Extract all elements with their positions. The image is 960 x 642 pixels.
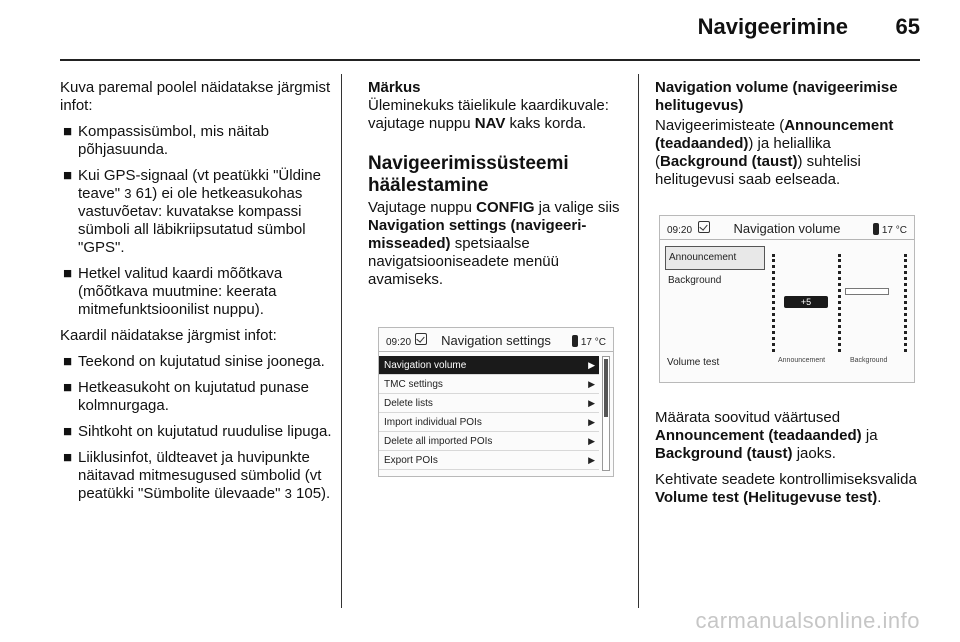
note-end: kaks korda. (509, 115, 587, 132)
list-item: ■ Liiklusinfot, üldteavet ja huvipunkte näitavad mitmesugused sümbolid (vt peatükki "Sümbolite ülevaade" 3 105). (63, 449, 331, 502)
screen-temperature: 17 °C (572, 334, 606, 352)
intro-paragraph-2: Kaardil näidatakse järgmist infot: (60, 327, 277, 344)
thermometer-icon (572, 335, 578, 347)
column-2: Märkus Üleminekuks täielikule kaardikuvale: vajutage nuppu NAV kaks korda. Navigeerimissüsteemi häälestamine Vajutage nuppu CONFIG ja valige siis Navigation settings (navigeeri-misseaded) spetsiaalse navigatsiooniseadete menüü avamiseks. 09:20 Navigation settings 17 °C Navigation volume ▶ TMC settings ▶ Delete lists ▶ Import individual POIs ▶ Delete all imported POIs ▶ Export POIs ▶ (368, 79, 620, 497)
option-announcement[interactable]: Announcement (665, 246, 765, 270)
chevron-right-icon: ▶ (588, 455, 595, 465)
scrollbar-thumb[interactable] (604, 359, 608, 417)
watermark: carmanualsonline.info (695, 608, 920, 633)
option-background[interactable]: Background (668, 275, 722, 286)
list-item: ■ Kompassisümbol, mis näitab põhjasuunda. (63, 123, 269, 158)
list-item: ■ Teekond on kujutatud sinise joonega. (63, 353, 325, 370)
note-body: Üleminekuks täielikule kaardikuvale: vajutage nuppu (368, 97, 609, 132)
volume-options (665, 246, 765, 292)
list-item: ■ Hetkeasukoht on kujutatud punase kolmnurgaga. (63, 379, 309, 414)
navigation-settings-ref: Navigation settings (navigeeri-misseaded) (368, 217, 587, 252)
section-heading: Navigeerimissüsteemi häälestamine (368, 153, 569, 196)
screen-title: Navigation volume (733, 221, 841, 236)
config-button-ref: CONFIG (476, 199, 535, 216)
volume-screen (659, 215, 915, 383)
settings-menu (379, 352, 613, 470)
list-item: ■ Sihtkoht on kujutatud ruudulise lipuga. (63, 423, 332, 440)
announcement-caption: Announcement (778, 357, 826, 364)
bullet-icon: ■ (63, 449, 73, 466)
menu-item-tmc-settings[interactable]: TMC settings ▶ (379, 375, 599, 394)
list-item: ■ Hetkel valitud kaardi mõõtkava (mõõtkava muutmine: keerata mitmefunktsioonilist nuppu). (63, 265, 283, 318)
menu-item-export-pois[interactable]: Export POIs ▶ (379, 451, 599, 470)
subsection-heading: Navigation volume (navigeerimise helitugevus) (655, 79, 898, 114)
list-item: ■ Kui GPS-signaal (vt peatükki "Üldine teave" 3 61) ei ole hetkeasukohas vastuvõetav: kuvatakse kompassi sümboli all läbikriipsutatud sümbol "GPS". (63, 167, 321, 256)
menu-item-delete-lists[interactable]: Delete lists ▶ (379, 394, 599, 413)
announcement-ref: Announcement (teadaanded) (655, 117, 894, 152)
chevron-right-icon: ▶ (588, 436, 595, 446)
navigation-volume-screenshot (655, 205, 920, 397)
column-divider-1 (341, 74, 342, 608)
screen-time: 09:20 (667, 225, 693, 236)
announcement-volume-marker[interactable]: +5 (784, 296, 828, 308)
note-title: Märkus (368, 79, 421, 96)
page-number: 65 (895, 14, 920, 39)
column-1 (60, 79, 335, 511)
chevron-right-icon: ▶ (588, 379, 595, 389)
background-caption: Background (850, 357, 888, 364)
scale-dots (904, 254, 907, 352)
option-volume-test[interactable]: Volume test (667, 357, 720, 368)
background-ref: Background (taust) (660, 153, 798, 170)
intro-paragraph: Kuva paremal poolel näidatakse järgmist infot: (60, 79, 331, 114)
menu-scrollbar[interactable] (602, 356, 610, 471)
chevron-right-icon: ▶ (588, 417, 595, 427)
header-divider (60, 59, 920, 61)
chevron-right-icon: ▶ (588, 360, 595, 370)
thermometer-icon (873, 223, 879, 235)
chevron-right-icon: ▶ (588, 398, 595, 408)
column-3: Navigation volume (navigeerimise helitugevus) Navigeerimisteate (Announcement (teadaanded)) ja heliallika (Background (taust)) suhtelisi helitugevusi saab eelseada. 09:20 Navigation volume 17 °C Announcement Background Volume test +5 Announcement Background Määrata soovitud väärtused Announcement (teadaanded) ja Background (taust) jaoks. Kehtivate seadete kontrollimiseksvalida Volume test (Helitugevuse test). (655, 79, 920, 515)
scale-dots (838, 254, 841, 352)
screen-title: Navigation settings (441, 333, 551, 348)
page-header-title: Navigeerimine (697, 14, 848, 39)
scale-dots (772, 254, 775, 352)
page-reference-icon: 3 (284, 486, 292, 501)
navigation-settings-screenshot (368, 319, 620, 485)
bullet-icon: ■ (63, 167, 73, 184)
background-volume-marker[interactable] (845, 288, 889, 295)
column-divider-2 (638, 74, 639, 608)
menu-item-navigation-volume[interactable]: Navigation volume ▶ (379, 356, 599, 375)
screen-header (660, 216, 914, 240)
bullet-icon: ■ (63, 353, 73, 370)
bullet-icon: ■ (63, 265, 73, 282)
page-reference-icon: 3 (124, 186, 132, 201)
nav-button-ref: NAV (474, 115, 506, 132)
screen-header (379, 328, 613, 352)
menu-item-delete-imported-pois[interactable]: Delete all imported POIs ▶ (379, 432, 599, 451)
bullet-icon: ■ (63, 123, 73, 140)
bullet-icon: ■ (63, 379, 73, 396)
screen-temperature: 17 °C (873, 222, 907, 240)
settings-screen (378, 327, 614, 477)
menu-item-import-pois[interactable]: Import individual POIs ▶ (379, 413, 599, 432)
screen-time: 09:20 (386, 337, 412, 348)
bullet-icon: ■ (63, 423, 73, 440)
